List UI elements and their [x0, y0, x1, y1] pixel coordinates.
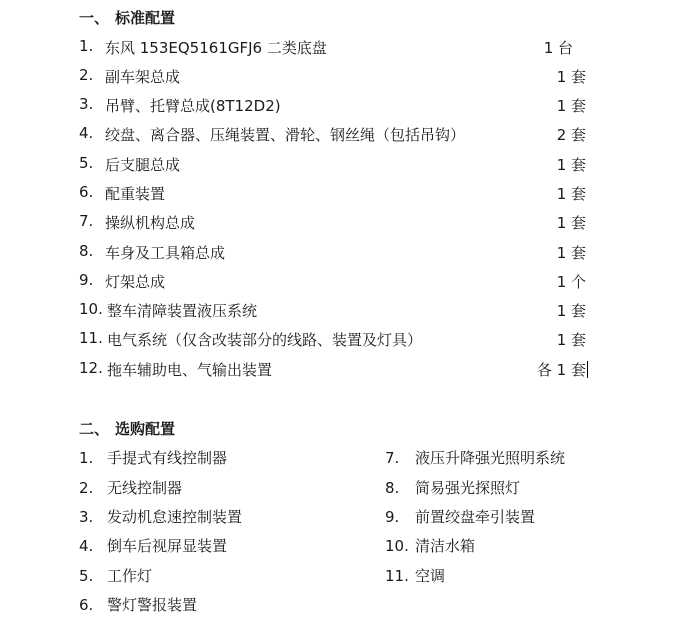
- text-cursor: [587, 361, 588, 378]
- item-name: 副车架总成: [105, 68, 181, 86]
- list-item: [0, 124, 700, 146]
- item-quantity: [537, 359, 588, 380]
- item-number: 7.: [79, 212, 94, 230]
- item-quantity: 1 套: [556, 185, 586, 203]
- list-item: [79, 594, 197, 615]
- item-name: 拖车辅助电、气输出装置: [107, 361, 273, 379]
- item-name: 空调: [415, 567, 446, 585]
- section-number: 二、: [79, 420, 110, 438]
- item-number: 2.: [79, 479, 94, 497]
- item-name: 简易强光探照灯: [415, 479, 521, 497]
- item-number: 9.: [79, 271, 94, 289]
- list-item: [0, 183, 700, 205]
- list-item: [0, 37, 700, 59]
- item-name: 前置绞盘牵引装置: [415, 508, 536, 526]
- item-quantity: 1 套: [556, 68, 586, 86]
- item-number: 6.: [79, 596, 94, 614]
- item-name: 绞盘、离合器、压绳装置、滑轮、钢丝绳（包括吊钩）: [105, 126, 466, 144]
- item-number: 3.: [79, 95, 94, 113]
- item-number: 4.: [79, 124, 94, 142]
- list-item: [79, 447, 227, 468]
- list-item: [79, 565, 152, 586]
- item-number: 9.: [385, 508, 400, 526]
- item-number: 3.: [79, 508, 94, 526]
- item-name: 灯架总成: [105, 273, 166, 291]
- item-name: 倒车后视屏显装置: [107, 537, 228, 555]
- item-name: 东风 153EQ5161GFJ6 二类底盘: [105, 39, 327, 57]
- item-number: 4.: [79, 537, 94, 555]
- list-item: [79, 506, 242, 527]
- item-number: 7.: [385, 449, 400, 467]
- item-number: 11.: [385, 567, 409, 585]
- item-name: 后支腿总成: [105, 156, 181, 174]
- list-item: [385, 535, 475, 556]
- list-item: [0, 242, 700, 264]
- item-number: 5.: [79, 567, 94, 585]
- item-quantity: 1 套: [556, 331, 586, 349]
- list-item: [79, 477, 182, 498]
- item-number: 1.: [79, 449, 94, 467]
- list-item: [385, 506, 535, 527]
- section-number: 一、: [79, 9, 110, 27]
- item-quantity: 1 套: [556, 156, 586, 174]
- list-item: [0, 271, 700, 293]
- item-number: 2.: [79, 66, 94, 84]
- item-name: 无线控制器: [107, 479, 183, 497]
- item-number: 10.: [385, 537, 409, 555]
- item-name: 电气系统（仅含改装部分的线路、装置及灯具）: [107, 331, 423, 349]
- item-quantity: 1 套: [556, 214, 586, 232]
- item-number: 5.: [79, 154, 94, 172]
- item-quantity: 2 套: [556, 126, 586, 144]
- list-item: [0, 212, 700, 234]
- item-quantity: 1 套: [556, 302, 586, 320]
- item-number: 11.: [79, 329, 103, 347]
- section-heading-optional: [79, 418, 175, 439]
- item-quantity: 1 套: [556, 97, 586, 115]
- item-name: 警灯警报装置: [107, 596, 198, 614]
- item-quantity: 1 台: [543, 39, 573, 57]
- item-name: 发动机怠速控制装置: [107, 508, 243, 526]
- item-name: 操纵机构总成: [105, 214, 196, 232]
- item-name: 工作灯: [107, 567, 153, 585]
- list-item: [385, 477, 520, 498]
- item-number: 10.: [79, 300, 103, 318]
- list-item: [0, 154, 700, 176]
- list-item: [0, 95, 700, 117]
- list-item: [0, 66, 700, 88]
- item-name: 整车清障装置液压系统: [107, 302, 258, 320]
- item-name: 吊臂、托臂总成(8T12D2): [105, 97, 281, 115]
- section-heading-standard: [79, 7, 175, 28]
- item-name: 手提式有线控制器: [107, 449, 228, 467]
- item-name: 液压升降强光照明系统: [415, 449, 566, 467]
- list-item: [0, 359, 700, 381]
- item-quantity: 1 个: [556, 273, 586, 291]
- list-item: [385, 447, 565, 468]
- item-number: 8.: [79, 242, 94, 260]
- section-title: 选购配置: [115, 420, 176, 438]
- item-number: 12.: [79, 359, 103, 377]
- item-number: 8.: [385, 479, 400, 497]
- item-name: 配重装置: [105, 185, 166, 203]
- item-quantity: 1 套: [556, 244, 586, 262]
- list-item: [0, 300, 700, 322]
- item-name: 清洁水箱: [415, 537, 476, 555]
- section-title: 标准配置: [115, 9, 176, 27]
- list-item: [0, 329, 700, 351]
- item-number: 1.: [79, 37, 94, 55]
- item-number: 6.: [79, 183, 94, 201]
- list-item: [79, 535, 227, 556]
- item-name: 车身及工具箱总成: [105, 244, 226, 262]
- list-item: [385, 565, 445, 586]
- item-quantity-text: 各 1 套: [536, 361, 586, 379]
